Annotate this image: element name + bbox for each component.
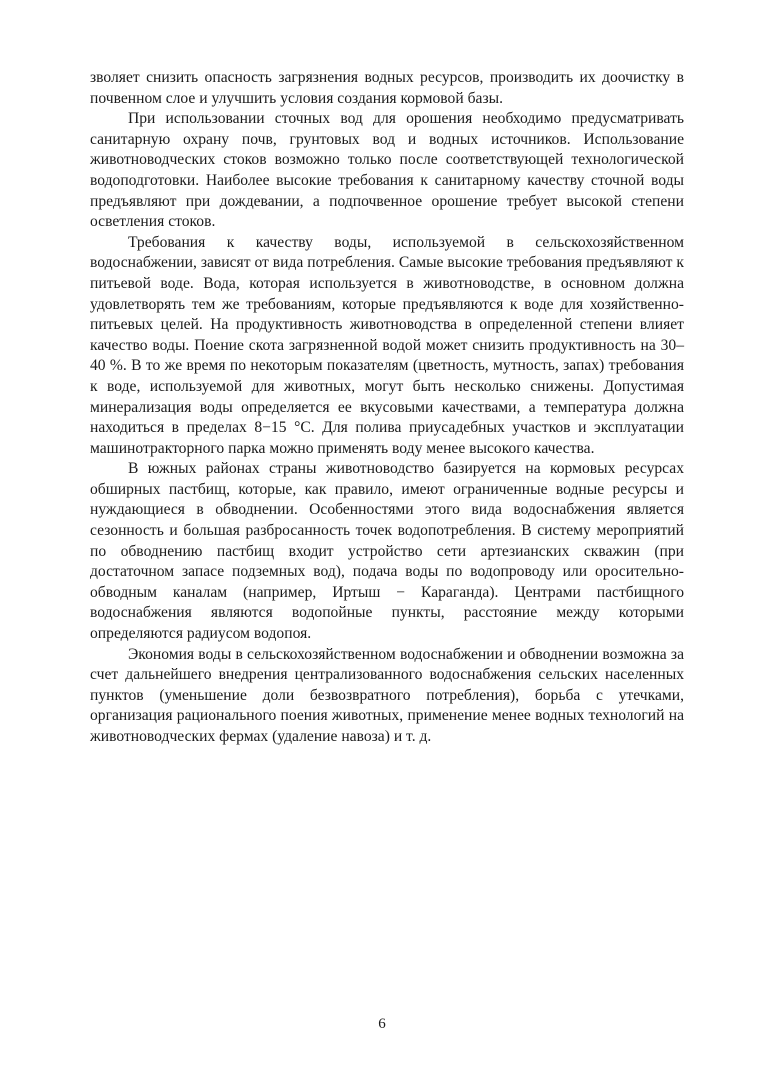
paragraph-pasture-water-supply: В южных районах страны животноводство базируется на кормовых ресурсах обширных пастбищ, которые, как правило, имеют ограниченные водные ресурсы и нуждающиеся в обводнении. Особенностями этого вида водоснабжения является сезонность и большая разбросанность точек водопотребления. В систему мероприятий по обводнению пастбищ входит устройство сети артезианских скважин (при достаточном запасе подземных вод), подача воды по водопроводу или оросительно-обводным каналам (например, Иртыш − Караганда). Центрами пастбищного водоснабжения являются водопойные пункты, расстояние между которыми определяются радиусом водопоя. — [90, 460, 684, 643]
paragraph-water-quality-requirements: Требования к качеству воды, используемой в сельскохозяйственном водоснабжении, зависят от вида потребления. Самые высокие требования предъявляют к питьевой воде. Вода, которая используется в животноводстве, в основном должна удовлетворять тем же требованиям, которые предъявляются к воде для хозяйственно-питьевых целей. На продуктивность животноводства в определенной степени влияет качество воды. Поение скота загрязненной водой может снизить продуктивность на 30–40 %. В то же время по некоторым показателям (цветность, мутность, запах) требования к воде, используемой для животных, могут быть несколько снижены. Допустимая минерализация воды определяется ее вкусовыми качествами, а температура должна находиться в пределах 8−15 °С. Для полива приусадебных участков и эксплуатации машинотракторного парка можно применять воду менее высокого качества. — [90, 233, 684, 457]
body-text — [90, 68, 684, 748]
paragraph-continuation: зволяет снизить опасность загрязнения водных ресурсов, производить их доочистку в почвенном слое и улучшить условия создания кормовой базы. — [90, 69, 684, 107]
paragraph-wastewater-irrigation: При использовании сточных вод для орошения необходимо предусматривать санитарную охрану почв, грунтовых вод и водных источников. Использование животноводческих стоков возможно только после соответствующей технологической водоподготовки. Наиболее высокие требования к санитарному качеству сточной воды предъявляют при дождевании, а подпочвенное орошение требует высокой степени осветления стоков. — [90, 110, 684, 231]
page-number: 6 — [378, 1016, 386, 1032]
paragraph-water-economy: Экономия воды в сельскохозяйственном водоснабжении и обводнении возможна за счет дальнейшего внедрения централизованного водоснабжения сельских населенных пунктов (уменьшение доли безвозвратного потребления), борьба с утечками, организация рационального поения животных, применение менее водных технологий на животноводческих фермах (удаление навоза) и т. д. — [90, 645, 684, 745]
